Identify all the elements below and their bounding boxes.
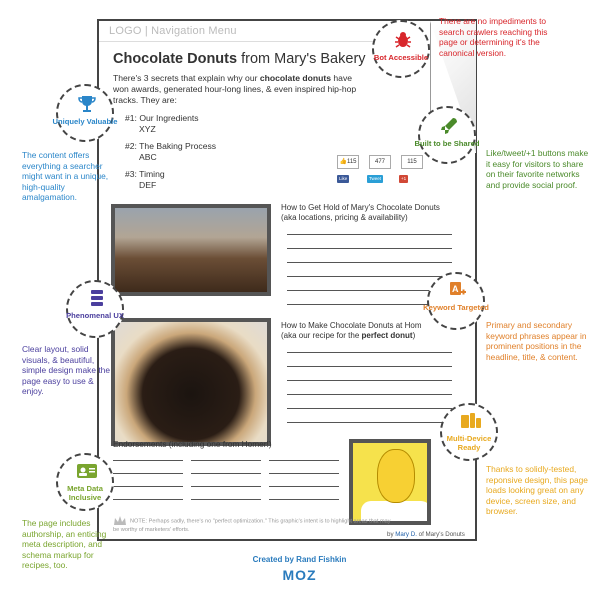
list-item xyxy=(125,113,216,134)
badge-uniquely-valuable xyxy=(52,84,118,142)
badge-multi-device-ready xyxy=(440,403,498,461)
section1-line2: (aka locations, pricing & availability) xyxy=(281,213,408,222)
ux-description: Clear layout, solid visuals, & beautiful, simple design make the page easy to use & enjoy. xyxy=(22,344,110,397)
keyword-icon xyxy=(448,280,468,300)
section2-heading xyxy=(281,321,422,341)
intro-text: There's 3 secrets that explain why our xyxy=(113,73,260,83)
secret-value: XYZ xyxy=(139,123,156,134)
author-link[interactable]: Mary D. xyxy=(395,531,417,538)
bug-icon xyxy=(393,30,413,50)
secret-heading: #3: Timing xyxy=(125,169,165,179)
endorsement-lines xyxy=(113,460,183,512)
byline-by: by xyxy=(387,531,396,538)
note-text: NOTE: Perhaps sadly, there's no "perfect optimization." This graphic's intent is to highlight areas that may be worthy of marketers' efforts. xyxy=(113,518,391,533)
moz-logo[interactable]: MOZ xyxy=(282,567,317,583)
rocket-icon xyxy=(439,116,459,136)
shared-description: Like/tweet/+1 buttons make it easy for visitors to share on their favorite networks and provide social proof. xyxy=(486,148,589,190)
unique-description: The content offers everything a searcher might want in a unique, high-quality amalgamation. xyxy=(22,150,109,203)
plus-one-button[interactable]: +1 xyxy=(401,176,407,181)
endorsement-lines xyxy=(269,460,339,512)
meta-description: The page includes authorship, an enticing meta description, and schema markup for recipes, too. xyxy=(22,518,107,571)
plus-count: 115 xyxy=(401,155,423,169)
tweet-button[interactable]: Tweet xyxy=(369,176,382,181)
donut-photo-display xyxy=(111,204,271,296)
secret-heading: #1: Our Ingredients xyxy=(125,113,199,123)
badge-label: Built to be Shared xyxy=(414,139,480,148)
secrets-list xyxy=(125,113,216,197)
badge-built-to-be-shared xyxy=(414,106,480,164)
section2-line1: How to Make Chocolate Donuts at Hom xyxy=(281,321,422,330)
homer-face xyxy=(377,449,415,503)
section1-heading xyxy=(281,203,440,223)
title-bold: Chocolate Donuts xyxy=(113,51,238,67)
nav-menu[interactable]: LOGO | Navigation Menu xyxy=(109,25,237,37)
byline-rest: of Mary's Donuts xyxy=(416,531,465,538)
bot-description: There are no impediments to search crawlers reaching this page or determining it's the canonical version. xyxy=(439,16,548,58)
intro-text-end: have won awards, generated hour-long lines, & even inspired hip-hop tracks. They are: xyxy=(113,73,357,105)
devices-icon xyxy=(460,411,482,431)
badge-keyword-targeted xyxy=(423,272,489,330)
secret-value: ABC xyxy=(139,151,157,162)
social-share-buttons xyxy=(337,155,427,195)
title-rest: from Mary's Bakery xyxy=(237,51,366,67)
endorsements-heading: Endorsements (including one from Homer!) xyxy=(113,439,272,449)
intro-paragraph xyxy=(113,73,361,106)
badge-phenomenal-ux xyxy=(66,280,124,338)
badge-meta-data-inclusive xyxy=(56,453,114,511)
crown-icon xyxy=(113,515,127,527)
keyword-description: Primary and secondary keyword phrases appear in prominent positions in the headline, title, & content. xyxy=(486,320,587,362)
trophy-icon xyxy=(77,94,97,114)
section2-text-lines xyxy=(287,352,452,436)
badge-label: Meta Data Inclusive xyxy=(67,484,103,502)
list-item xyxy=(125,169,216,190)
section2-keyword: perfect donut xyxy=(361,331,413,340)
like-button[interactable]: Like xyxy=(339,176,348,181)
section2-line2 xyxy=(281,331,422,341)
section2-line2-end: ) xyxy=(412,331,416,340)
page-title xyxy=(113,51,366,67)
badge-label: Keyword Targeted xyxy=(423,303,489,312)
donut-photo-closeup xyxy=(111,318,271,446)
like-count-value: 115 xyxy=(346,159,357,165)
badge-label: Phenomenal UX xyxy=(66,311,124,320)
svg-text:A: A xyxy=(452,284,459,294)
database-icon xyxy=(87,288,107,308)
thumbs-up-icon: 👍 xyxy=(339,159,347,165)
badge-label: Bot Accessible xyxy=(373,53,429,62)
badge-label: Multi-Device Ready xyxy=(446,434,492,452)
disclaimer-note xyxy=(113,515,395,534)
secret-heading: #2: The Baking Process xyxy=(125,141,217,151)
badge-label: Uniquely Valuable xyxy=(52,117,118,126)
id-card-icon xyxy=(76,462,98,480)
list-item xyxy=(125,141,216,162)
badge-bot-accessible xyxy=(372,20,430,78)
byline xyxy=(387,531,465,538)
device-description: Thanks to solidly-tested, reponsive design, this page loads looking great on any device, screen size, and browser. xyxy=(486,464,588,517)
section2-line2-text: (aka our recipe for the xyxy=(281,331,362,340)
tweet-count: 477 xyxy=(369,155,391,169)
page-mockup xyxy=(97,19,477,541)
secret-value: DEF xyxy=(139,179,157,190)
intro-keyword: chocolate donuts xyxy=(259,73,332,83)
endorsement-lines xyxy=(191,460,261,512)
credit-text: Created by Rand Fishkin xyxy=(252,555,347,564)
homer-image xyxy=(349,439,431,525)
section1-line1: How to Get Hold of Mary's Chocolate Donuts xyxy=(281,203,440,212)
like-count xyxy=(337,155,359,169)
